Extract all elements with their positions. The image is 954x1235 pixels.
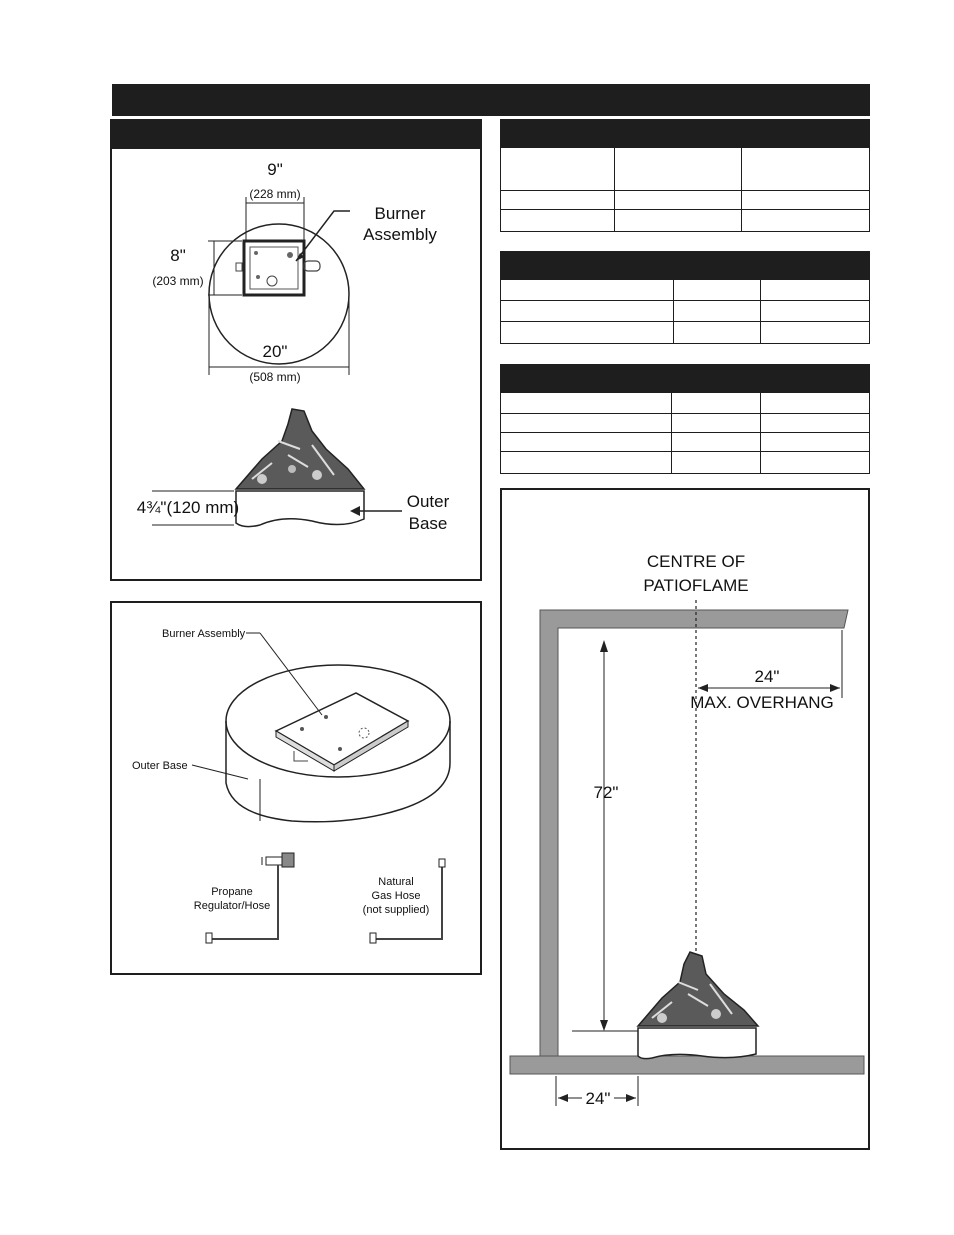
- burner-callout-line2: Assembly: [363, 225, 437, 244]
- natural-gas-label-line2: Gas Hose: [371, 890, 421, 902]
- centre-label-line2: PATIOFLAME: [643, 576, 749, 595]
- burner-assembly-label: Burner Assembly: [162, 628, 246, 640]
- depth-mm-label: (203 mm): [152, 274, 204, 288]
- width-top-mm-label: (228 mm): [249, 187, 301, 201]
- natural-gas-label-line1: Natural: [378, 876, 414, 888]
- diameter-mm-label: (508 mm): [249, 370, 301, 384]
- overhang-value-label: 24": [754, 667, 780, 686]
- propane-label-line2: Regulator/Hose: [193, 900, 271, 912]
- page-header-bar: [112, 84, 870, 116]
- depth-label: 8": [170, 246, 186, 265]
- table-row: [501, 280, 870, 301]
- overhang-label: MAX. OVERHANG: [690, 693, 834, 712]
- dimensions-figure-panel: [110, 119, 482, 581]
- dimensions-drawing: [112, 149, 480, 579]
- clearance-drawing: [502, 490, 868, 1148]
- burner-callout-line1: Burner: [374, 204, 426, 223]
- table-row: [501, 414, 870, 433]
- table-row: [501, 433, 870, 452]
- table-row: [501, 210, 870, 232]
- clearance-figure-panel: [500, 488, 870, 1150]
- spec-table-2: [500, 279, 870, 344]
- spec-table-1: [500, 147, 870, 232]
- table-row: [501, 393, 870, 414]
- spec-table-1-header: [500, 119, 870, 147]
- outer-base-callout-line2: Base: [408, 514, 448, 533]
- components-figure-panel: [110, 601, 482, 975]
- spec-table-2-header: [500, 251, 870, 279]
- spec-table-3: [500, 392, 870, 474]
- table-row: [501, 452, 870, 474]
- table-row: [501, 148, 870, 191]
- height-clearance-label: 72": [593, 783, 619, 802]
- table-row: [501, 191, 870, 210]
- components-drawing: [112, 603, 480, 973]
- height-label: 4¾"(120 mm): [136, 498, 240, 517]
- table-row: [501, 322, 870, 344]
- side-clearance-label: 24": [585, 1089, 611, 1108]
- table-row: [501, 301, 870, 322]
- dimensions-figure-header: [112, 121, 480, 149]
- spec-table-3-header: [500, 364, 870, 392]
- outer-base-callout-line1: Outer: [406, 492, 450, 511]
- propane-label-line1: Propane: [211, 886, 253, 898]
- natural-gas-label-line3: (not supplied): [362, 904, 430, 916]
- centre-label-line1: CENTRE OF: [646, 552, 746, 571]
- diameter-label: 20": [262, 342, 288, 361]
- width-top-label: 9": [267, 160, 283, 179]
- outer-base-label: Outer Base: [132, 760, 188, 772]
